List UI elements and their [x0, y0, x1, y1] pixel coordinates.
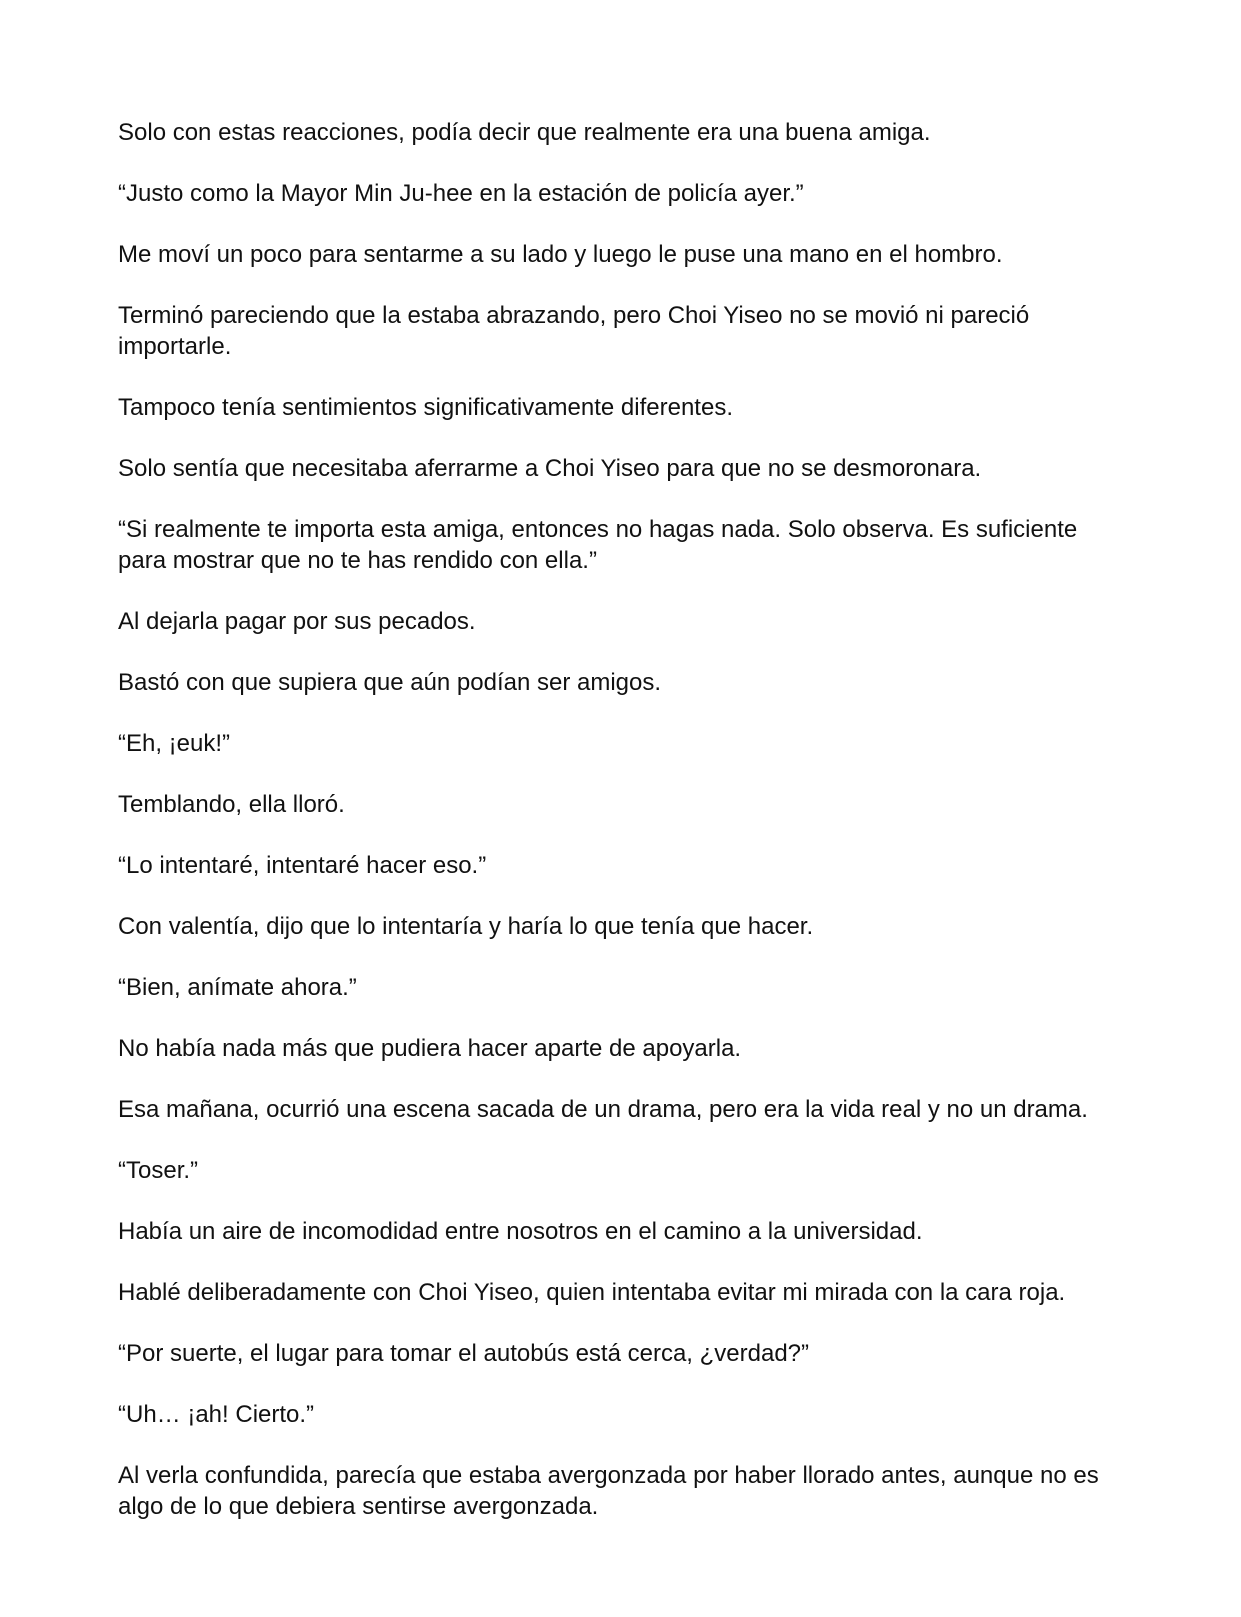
paragraph-7: “Si realmente te importa esta amiga, entonces no hagas nada. Solo observa. Es suficiente para mostrar que no te has rendido con ella.”	[118, 516, 1078, 574]
paragraph-19: Hablé deliberadamente con Choi Yiseo, quien intentaba evitar mi mirada con la cara roja.	[118, 1279, 1066, 1306]
paragraph-11: Temblando, ella lloró.	[118, 791, 345, 818]
paragraph-22: Al verla confundida, parecía que estaba avergonzada por haber llorado antes, aunque no es algo de lo que debiera sentirse avergonzada.	[118, 1462, 1099, 1520]
paragraph-16: Esa mañana, ocurrió una escena sacada de un drama, pero era la vida real y no un drama.	[118, 1096, 1088, 1123]
paragraph-14: “Bien, anímate ahora.”	[118, 974, 357, 1001]
paragraph-17: “Toser.”	[118, 1157, 199, 1184]
paragraph-4: Terminó pareciendo que la estaba abrazando, pero Choi Yiseo no se movió ni pareció importarle.	[118, 302, 1030, 360]
paragraph-2: “Justo como la Mayor Min Ju-hee en la estación de policía ayer.”	[118, 180, 804, 207]
paragraph-13: Con valentía, dijo que lo intentaría y haría lo que tenía que hacer.	[118, 913, 814, 940]
paragraph-3: Me moví un poco para sentarme a su lado y luego le puse una mano en el hombro.	[118, 241, 1003, 268]
paragraph-10: “Eh, ¡euk!”	[118, 730, 231, 757]
paragraph-15: No había nada más que pudiera hacer aparte de apoyarla.	[118, 1035, 742, 1062]
paragraph-6: Solo sentía que necesitaba aferrarme a Choi Yiseo para que no se desmoronara.	[118, 455, 982, 482]
paragraph-21: “Uh… ¡ah! Cierto.”	[118, 1401, 315, 1428]
paragraph-1: Solo con estas reacciones, podía decir que realmente era una buena amiga.	[118, 119, 931, 146]
paragraph-12: “Lo intentaré, intentaré hacer eso.”	[118, 852, 487, 879]
paragraph-5: Tampoco tenía sentimientos significativamente diferentes.	[118, 394, 733, 421]
paragraph-9: Bastó con que supiera que aún podían ser amigos.	[118, 669, 662, 696]
paragraph-20: “Por suerte, el lugar para tomar el autobús está cerca, ¿verdad?”	[118, 1340, 810, 1367]
paragraph-18: Había un aire de incomodidad entre nosotros en el camino a la universidad.	[118, 1218, 923, 1245]
paragraph-8: Al dejarla pagar por sus pecados.	[118, 608, 476, 635]
